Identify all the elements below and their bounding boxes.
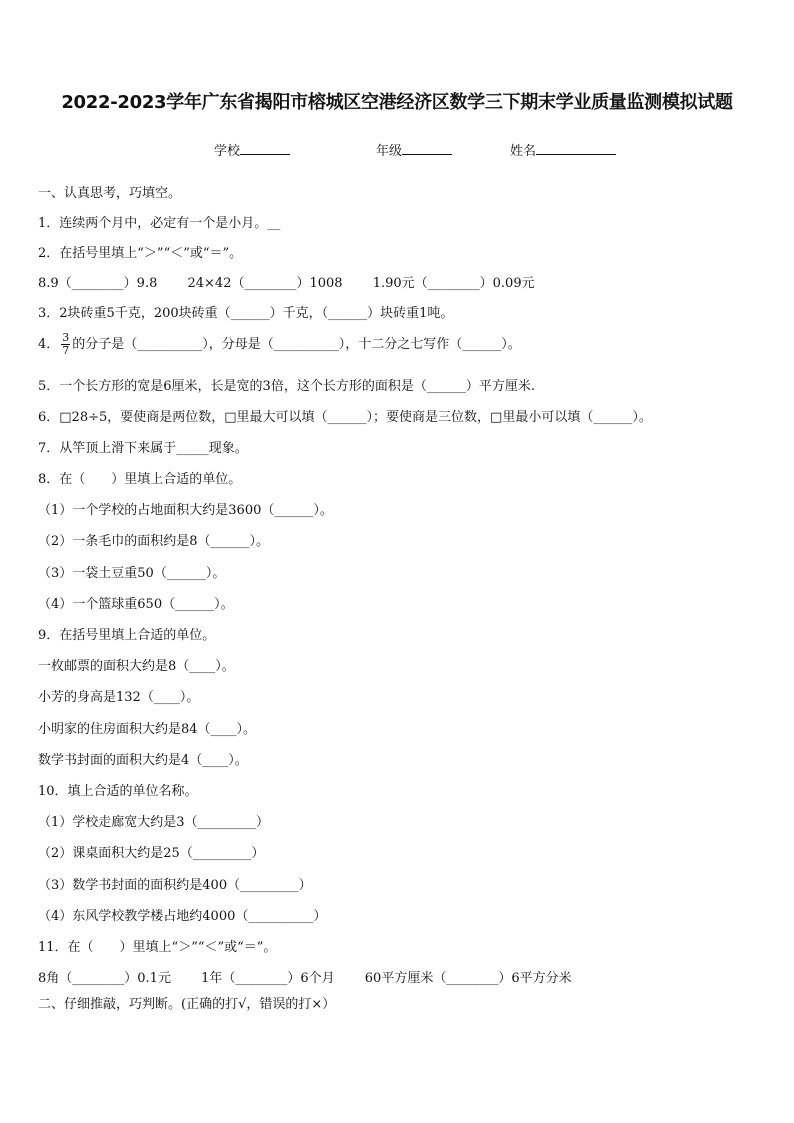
question-3: 3．2块砖重5千克，200块砖重（______）千克，（______）块砖重1吨。 (38, 306, 454, 321)
question-4 (38, 332, 521, 357)
question-11: 11．在（ ）里填上“＞”“＜”或“＝”。 (38, 940, 277, 955)
question-8-2: （2）一条毛巾的面积约是8（______）。 (38, 534, 270, 549)
question-11-item-c: 60平方厘米（________）6平方分米 (364, 971, 572, 986)
school-field (214, 140, 290, 159)
fraction-numerator: 3 (62, 331, 70, 344)
question-7: 7．从竿顶上滑下来属于_____现象。 (38, 441, 248, 456)
question-10: 10．填上合适的单位名称。 (38, 784, 198, 799)
question-2-item-a: 8.9（________）9.8 (38, 276, 158, 291)
question-8-1: （1）一个学校的占地面积大约是3600（______）。 (38, 503, 333, 518)
question-9-1: 一枚邮票的面积大约是8（____）。 (38, 659, 235, 674)
question-9-4: 数学书封面的面积大约是4（____）。 (38, 753, 248, 768)
question-2: 2．在括号里填上“＞”“＜”或“＝”。 (38, 246, 243, 261)
question-2-item-b: 24×42（________）1008 (187, 276, 343, 291)
question-10-4: （4）东风学校教学楼占地约4000（__________） (38, 909, 327, 924)
question-8: 8．在（ ）里填上合适的单位。 (38, 472, 242, 487)
question-9-3: 小明家的住房面积大约是84（____）。 (38, 722, 257, 737)
question-8-4: （4）一个篮球重650（______）。 (38, 597, 234, 612)
section-1-heading: 一、认真思考，巧填空。 (38, 186, 182, 201)
name-field (510, 140, 616, 159)
question-10-1: （1）学校走廊宽大约是3（_________） (38, 815, 270, 830)
question-5: 5．一个长方形的宽是6厘米，长是宽的3倍，这个长方形的面积是（______）平方厘米. (38, 379, 535, 394)
name-blank[interactable] (536, 140, 616, 155)
fraction (61, 332, 70, 357)
question-2-item-c: 1.90元（________）0.09元 (372, 276, 535, 291)
name-label: 姓名 (510, 144, 537, 159)
question-11-item-b: 1年（________）6个月 (201, 971, 335, 986)
question-6: 6．□28÷5，要使商是两位数，□里最大可以填（______）；要使商是三位数，□里最小可以填（______）。 (38, 410, 652, 425)
question-10-3: （3）数学书封面的面积约是400（_________） (38, 878, 312, 893)
fraction-denominator: 7 (62, 344, 70, 357)
question-1: 1．连续两个月中，必定有一个是小月。__ (38, 216, 281, 231)
question-4-text: 的分子是（__________），分母是（__________），十二分之七写作（______）。 (72, 337, 521, 352)
question-8-3: （3）一袋土豆重50（______）。 (38, 566, 226, 581)
school-label: 学校 (214, 144, 241, 159)
question-9: 9．在括号里填上合适的单位。 (38, 628, 216, 643)
grade-field (376, 140, 452, 159)
question-11-item-a: 8角（________）0.1元 (38, 971, 171, 986)
question-9-2: 小芳的身高是132（____）。 (38, 690, 200, 705)
page-title: 2022-2023学年广东省揭阳市榕城区空港经济区数学三下期末学业质量监测模拟试题 (61, 92, 733, 113)
question-11-items (38, 967, 572, 986)
grade-blank[interactable] (402, 140, 452, 155)
grade-label: 年级 (376, 144, 403, 159)
school-blank[interactable] (240, 140, 290, 155)
question-10-2: （2）课桌面积大约是25（_________） (38, 846, 265, 861)
question-4-prefix: 4． (38, 337, 60, 352)
section-2-heading: 二、仔细推敲，巧判断。(正确的打√，错误的打×） (38, 997, 336, 1012)
question-2-items (38, 272, 535, 291)
